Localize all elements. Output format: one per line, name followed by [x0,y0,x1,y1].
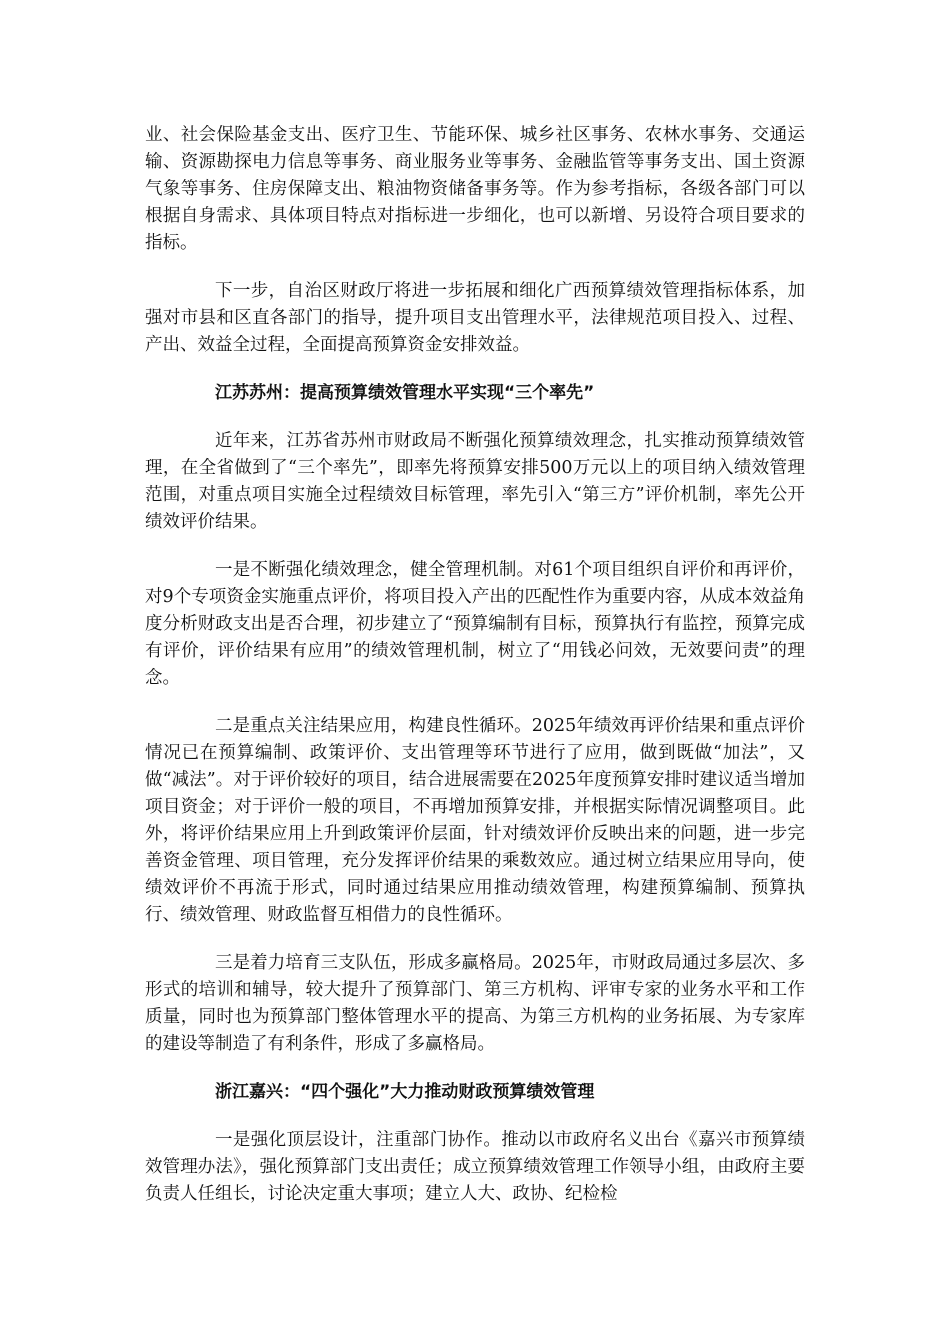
paragraph-suzhou-point-3: 三是着力培育三支队伍，形成多赢格局。2025年，市财政局通过多层次、多形式的培训和辅导，较大提升了预算部门、第三方机构、评审专家的业务水平和工作质量，同时也为预算部门整体管理水平的提高、为第三方机构的业务拓展、为专家库的建设等制造了有利条件，形成了多赢格局。 [145,953,805,1054]
paragraph-next-steps: 下一步，自治区财政厅将进一步拓展和细化广西预算绩效管理指标体系，加强对市县和区直各部门的指导，提升项目支出管理水平，法律规范项目投入、过程、产出、效益全过程，全面提高预算资金安排效益。 [145,281,805,355]
paragraph-suzhou-point-2: 二是重点关注结果应用，构建良性循环。2025年绩效再评价结果和重点评价情况已在预算编制、政策评价、支出管理等环节进行了应用，做到既做“加法”，又做“减法”。对于评价较好的项目，结合进展需要在2025年度预算安排时建议适当增加项目资金；对于评价一般的项目，不再增加预算安排，并根据实际情况调整项目。此外，将评价结果应用上升到政策评价层面，针对绩效评价反映出来的问题，进一步完善资金管理、项目管理，充分发挥评价结果的乘数效应。通过树立结果应用导向，使绩效评价不再流于形式，同时通过结果应用推动绩效管理，构建预算编制、预算执行、绩效管理、财政监督互相借力的良性循环。 [145,716,805,925]
paragraph-jiaxing-point-1: 一是强化顶层设计，注重部门协作。推动以市政府名义出台《嘉兴市预算绩效管理办法》，强化预算部门支出责任；成立预算绩效管理工作领导小组，由政府主要负责人任组长，讨论决定重大事项；建立人大、政协、纪检检 [145,1130,805,1204]
paragraph-suzhou-point-1: 一是不断强化绩效理念，健全管理机制。对61个项目组织自评价和再评价，对9个专项资金实施重点评价，将项目投入产出的匹配性作为重要内容，从成本效益角度分析财政支出是否合理，初步建立了“预算编制有目标，预算执行有监控，预算完成有评价，评价结果有应用”的绩效管理机制，树立了“用钱必问效，无效要问责”的理念。 [145,560,805,688]
document-page [145,122,805,1229]
section-heading-suzhou: 江苏苏州：提高预算绩效管理水平实现“三个率先” [215,383,595,403]
section-heading-jiaxing: 浙江嘉兴：“四个强化”大力推动财政预算绩效管理 [215,1082,595,1102]
paragraph-suzhou-intro: 近年来，江苏省苏州市财政局不断强化预算绩效理念，扎实推动预算绩效管理，在全省做到了“三个率先”，即率先将预算安排500万元以上的项目纳入绩效管理范围，对重点项目实施全过程绩效目标管理，率先引入“第三方”评价机制，率先公开绩效评价结果。 [145,431,805,532]
paragraph-continued: 业、社会保险基金支出、医疗卫生、节能环保、城乡社区事务、农林水事务、交通运输、资源勘探电力信息等事务、商业服务业等事务、金融监管等事务支出、国土资源气象等事务、住房保障支出、粮油物资储备事务等。作为参考指标，各级各部门可以根据自身需求、具体项目特点对指标进一步细化，也可以新增、另设符合项目要求的指标。 [145,125,805,253]
